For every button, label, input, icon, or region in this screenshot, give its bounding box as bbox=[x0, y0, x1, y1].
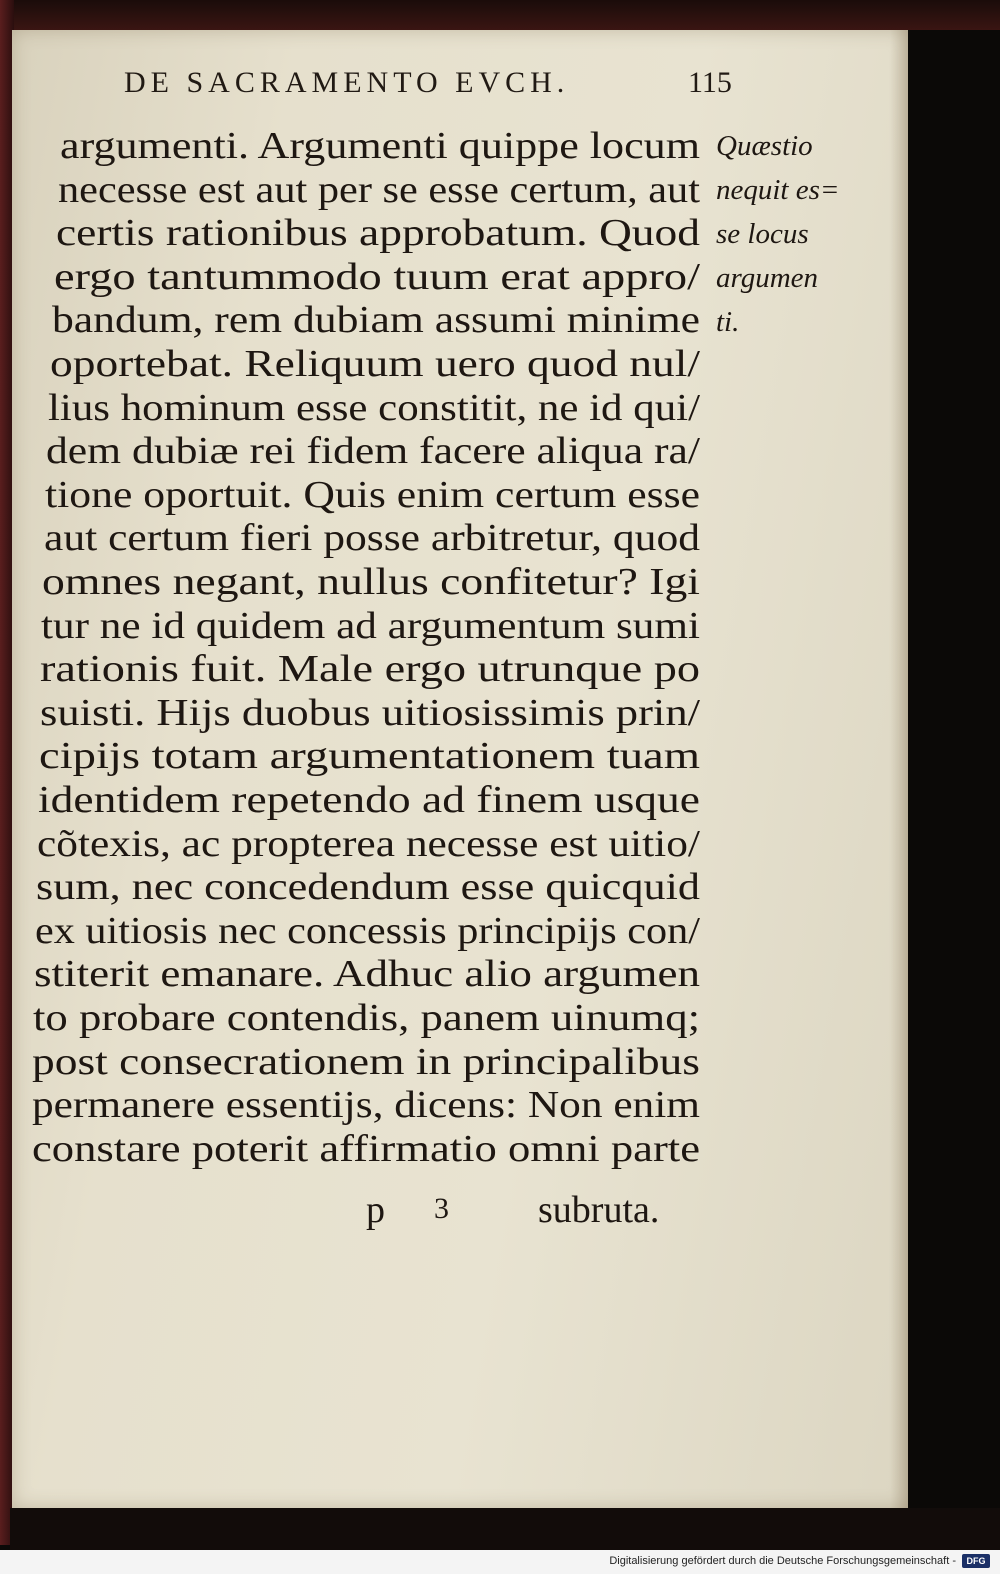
text-line: post consecrationem in principalibus bbox=[32, 1040, 700, 1083]
page-number: 115 bbox=[688, 66, 732, 99]
text-line: certis rationibus approbatum. Quod bbox=[56, 212, 700, 255]
page-gutter-shadow bbox=[890, 30, 908, 1508]
text-line: argumenti. Argumenti quippe locum bbox=[60, 125, 700, 167]
catchword: subruta. bbox=[538, 1189, 660, 1231]
text-line: tur ne id quidem ad argumentum sumi bbox=[41, 604, 700, 647]
text-line: tione oportuit. Quis enim certum esse bbox=[45, 473, 700, 516]
signature-mark: p bbox=[366, 1189, 385, 1231]
text-line: rationis fuit. Male ergo utrunque po bbox=[40, 648, 700, 691]
text-line: identidem repetendo ad finem usque bbox=[38, 779, 700, 821]
signature-number: 3 bbox=[434, 1192, 449, 1225]
text-line: ergo tantummodo tuum erat appro/ bbox=[54, 255, 700, 298]
margin-note-line: argumen bbox=[716, 262, 819, 294]
text-line: sum, nec concedendum esse quicquid bbox=[36, 866, 700, 909]
margin-note-line: nequit es= bbox=[716, 174, 840, 206]
funding-credit: Digitalisierung gefördert durch die Deutsche Forschungsgemeinschaft - bbox=[609, 1555, 956, 1567]
digitization-footer bbox=[0, 1550, 1000, 1574]
text-line: omnes negant, nullus confitetur? Igi bbox=[42, 561, 700, 603]
book-bottom-edge bbox=[10, 1508, 1000, 1550]
margin-note-line: Quæstio bbox=[716, 130, 813, 162]
text-line: cipijs totam argumentationem tuam bbox=[39, 735, 700, 778]
text-line: suisti. Hijs duobus uitiosissimis prin/ bbox=[40, 691, 700, 734]
text-line: lius hominum esse constitit, ne id qui/ bbox=[48, 386, 700, 429]
running-head: DE SACRAMENTO EVCH. bbox=[124, 66, 570, 99]
text-line: permanere essentijs, dicens: Non enim bbox=[32, 1084, 700, 1127]
text-line: ex uitiosis nec concessis principijs con/ bbox=[35, 909, 700, 952]
text-line: cõtexis, ac propterea necesse est uitio/ bbox=[37, 822, 700, 865]
text-line: constare poterit affirmatio omni parte bbox=[32, 1127, 700, 1170]
text-line: to probare contendis, panem uinumq; bbox=[33, 997, 700, 1039]
text-line: necesse est aut per se esse certum, aut bbox=[58, 168, 700, 211]
text-line: dem dubiæ rei fidem facere aliqua ra/ bbox=[46, 430, 700, 473]
book-top-edge bbox=[10, 0, 1000, 30]
text-line: stiterit emanare. Adhuc alio argumen bbox=[34, 953, 700, 996]
text-line: oportebat. Reliquum uero quod nul/ bbox=[50, 343, 700, 385]
text-line: bandum, rem dubiam assumi minime bbox=[52, 299, 700, 342]
dfg-logo: DFG bbox=[962, 1554, 990, 1568]
margin-note-line: se locus bbox=[716, 218, 809, 250]
margin-note-line: ti. bbox=[716, 306, 740, 338]
text-line: aut certum fieri posse arbitretur, quod bbox=[44, 517, 700, 560]
